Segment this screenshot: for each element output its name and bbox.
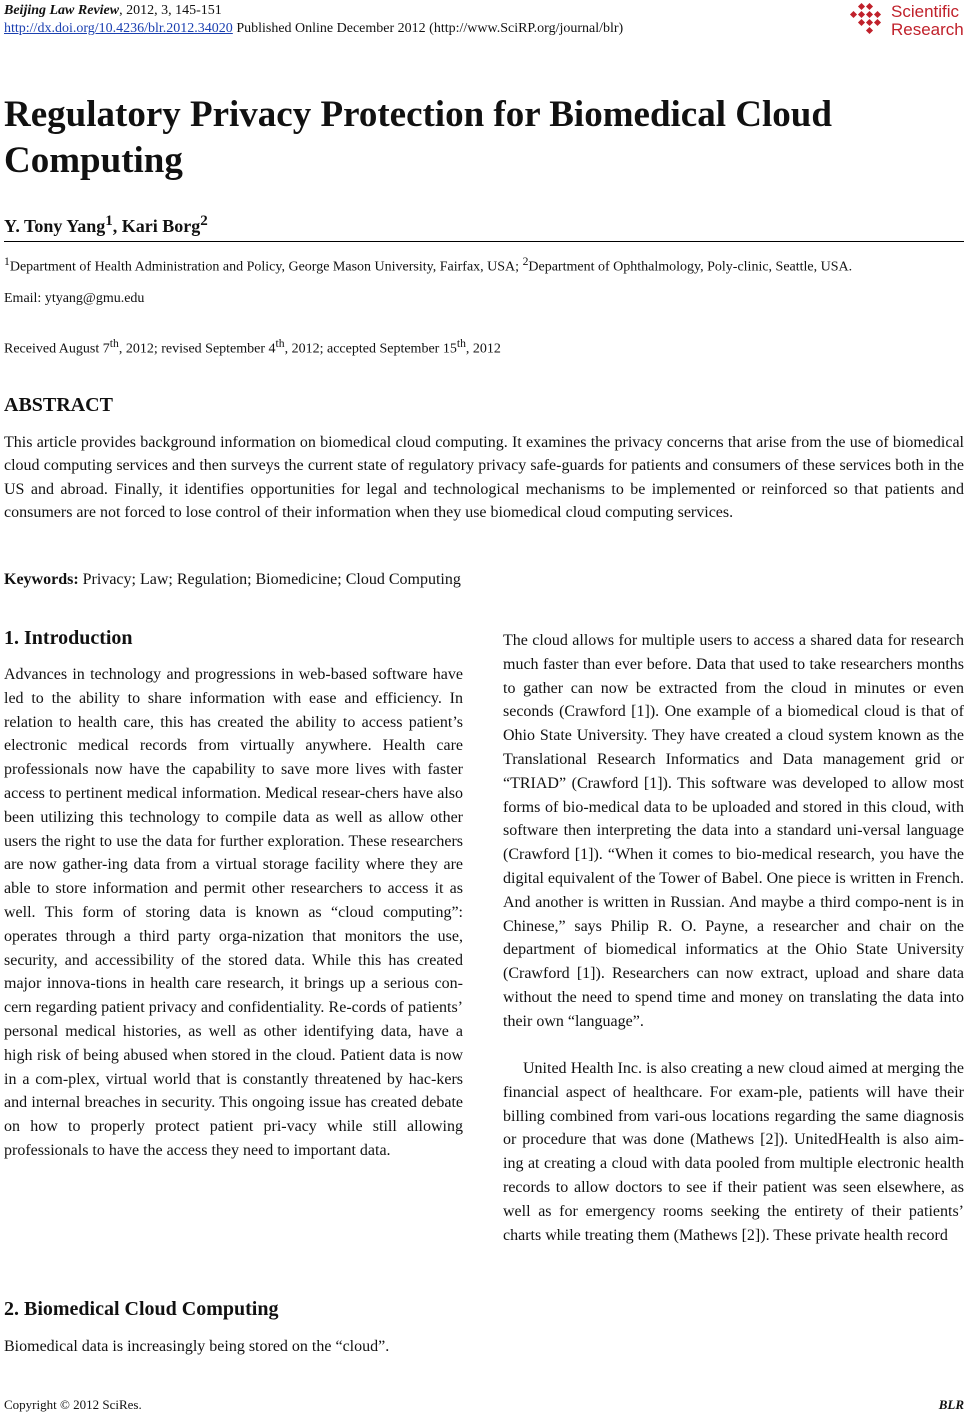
author-1-affil: 1 xyxy=(105,213,113,229)
received: Received August 7 xyxy=(4,341,110,357)
right-column-paragraph-2: United Health Inc. is also creating a new cloud aimed at merging the financial aspect of healthcare. For exam-ple, patients will have their billing combined from vari-ous locations regarding the same diagnosis or procedure that was done (Mathews [2]). UnitedHealth is also aim-ing at creating a cloud with data pooled from multiple electronic health records to allow doctors to see if their patient was seen elsewhere, as well as for emergency rooms seeking the entirety of their patients’ charts while treating them (Mathews [2]). These private health record xyxy=(503,1060,964,1244)
doi-line xyxy=(4,20,623,38)
ord-1: th xyxy=(109,337,119,350)
accepted: , 2012; accepted September 15 xyxy=(284,341,457,357)
keywords-label: Keywords: xyxy=(4,571,79,588)
affiliations xyxy=(4,253,964,277)
author-2: Kari Borg xyxy=(121,216,201,236)
doi-link[interactable]: http://dx.doi.org/10.4236/blr.2012.34020 xyxy=(4,21,233,36)
affil-1: Department of Health Administration and Policy, George Mason University, Fairfax, USA; xyxy=(9,259,523,275)
citation: , 2012, 3, 145-151 xyxy=(119,3,222,18)
abstract-heading: ABSTRACT xyxy=(4,394,113,416)
published-info: Published Online December 2012 (http://www.SciRP.org/journal/blr) xyxy=(232,21,624,36)
abstract-text: This article provides background information on biomedical cloud computing. It examines the privacy concerns that arise from the use of biomedical cloud computing services and then surveys the current state of regulatory privacy safe-guards for patients and consumers of these services both in the US and abroad. Finally, it identifies opportunities for legal and technological mechanisms to be implemented or reinforced so that patients and consumers are not forced to lose control of their information when they use biomedical cloud computing services. xyxy=(4,434,964,522)
logo-mark-icon xyxy=(845,2,889,40)
dates xyxy=(4,337,501,358)
running-header xyxy=(4,2,623,38)
copyright: Copyright © 2012 SciRes. xyxy=(4,1397,142,1412)
author-2-affil: 2 xyxy=(200,213,208,229)
title-divider xyxy=(4,241,964,242)
section-heading-introduction: 1. Introduction xyxy=(4,627,133,649)
paper-title: Regulatory Privacy Protection for Biomedical Cloud Computing xyxy=(4,94,832,181)
footer-journal: BLR xyxy=(938,1397,964,1412)
introduction-paragraph: Advances in technology and progressions in web-based software have led to the ability to share information with ease and efficiency. In relation to health care, this has created the ability to access patient’s electronic medical records from virtually anywhere. Health care professionals now have the capability to save more lives with faster access to pertinent medical information. Medical resear-chers have also been utilizing this technology to compile data as well as allow other users the right to use the data for further exploration. These researchers are now gather-ing data from a virtual storage facility where they are able to store information and permit other researchers to access it as well. This form of storing data is known as “cloud computing”: operates through a third party orga-nization that monitors the use, security, and accessibility of the stored data. While this has created major innova-tions in health care research, it brings up a serious con-cern regarding patient privacy and confidentiality. Re-cords of patients’ personal medical histories, as well as other identifying data, have a high risk of being abused when stored in the cloud. Patient data is now in a com-plex, virtual world that is constantly threatened by hac-kers and internal breaches in security. This ongoing issue has created debate on how to properly protect patient pri-vacy while still allowing professionals to have the access they need to important data. xyxy=(4,666,463,1159)
logo-line-2: Research xyxy=(891,20,964,39)
keywords-text: Privacy; Law; Regulation; Biomedicine; Cloud Computing xyxy=(78,571,461,588)
email: Email: ytyang@gmu.edu xyxy=(4,291,145,306)
publisher-logo xyxy=(845,2,965,42)
author-separator: , xyxy=(112,216,122,236)
keywords xyxy=(4,571,461,589)
journal-name: Beijing Law Review xyxy=(4,3,120,18)
journal-line xyxy=(4,2,623,20)
authors xyxy=(4,213,208,237)
year: , 2012 xyxy=(465,341,501,357)
affil-1-mark: 1 xyxy=(4,255,10,268)
footer xyxy=(4,1397,964,1413)
biomedical-paragraph: Biomedical data is increasingly being stored on the “cloud”. xyxy=(4,1338,390,1355)
right-column-paragraph-1: The cloud allows for multiple users to access a shared data for research much faster than ever before. Data that used to take researchers months to gather can now be extracted from the cloud in minutes or even seconds (Crawford [1]). One example of a biomedical cloud is that of Ohio State University. They have created a cloud system known as the Translational Research Informatics and Data management grid or “TRIAD” (Crawford [1]). This software was developed to allow most forms of bio-medical data to be uploaded and stored in this cloud, with software then interpreting the data into a standard uni-versal language (Crawford [1]). “When it comes to bio-medical research, you have the digital equivalent of the Tower of Babel. One piece is written in French. And another is written in Russian. And maybe a third compo-nent is in Chinese,” says Philip R. O. Payne, a researcher and chair on the department of biomedical informatics at the Ohio State University (Crawford [1]). Researchers can now extract, upload and share data without the need to spend time and money on translating the data into their own “language”. xyxy=(503,632,964,1030)
ord-2: th xyxy=(275,337,285,350)
author-1: Y. Tony Yang xyxy=(4,216,106,236)
affil-2-mark: 2 xyxy=(522,255,529,268)
ord-3: th xyxy=(456,337,466,350)
revised: , 2012; revised September 4 xyxy=(118,341,276,357)
logo-line-1: Scientific xyxy=(891,2,960,21)
affil-2: Department of Ophthalmology, Poly-clinic, Seattle, USA. xyxy=(528,259,853,275)
section-heading-biomedical: 2. Biomedical Cloud Computing xyxy=(4,1298,279,1320)
